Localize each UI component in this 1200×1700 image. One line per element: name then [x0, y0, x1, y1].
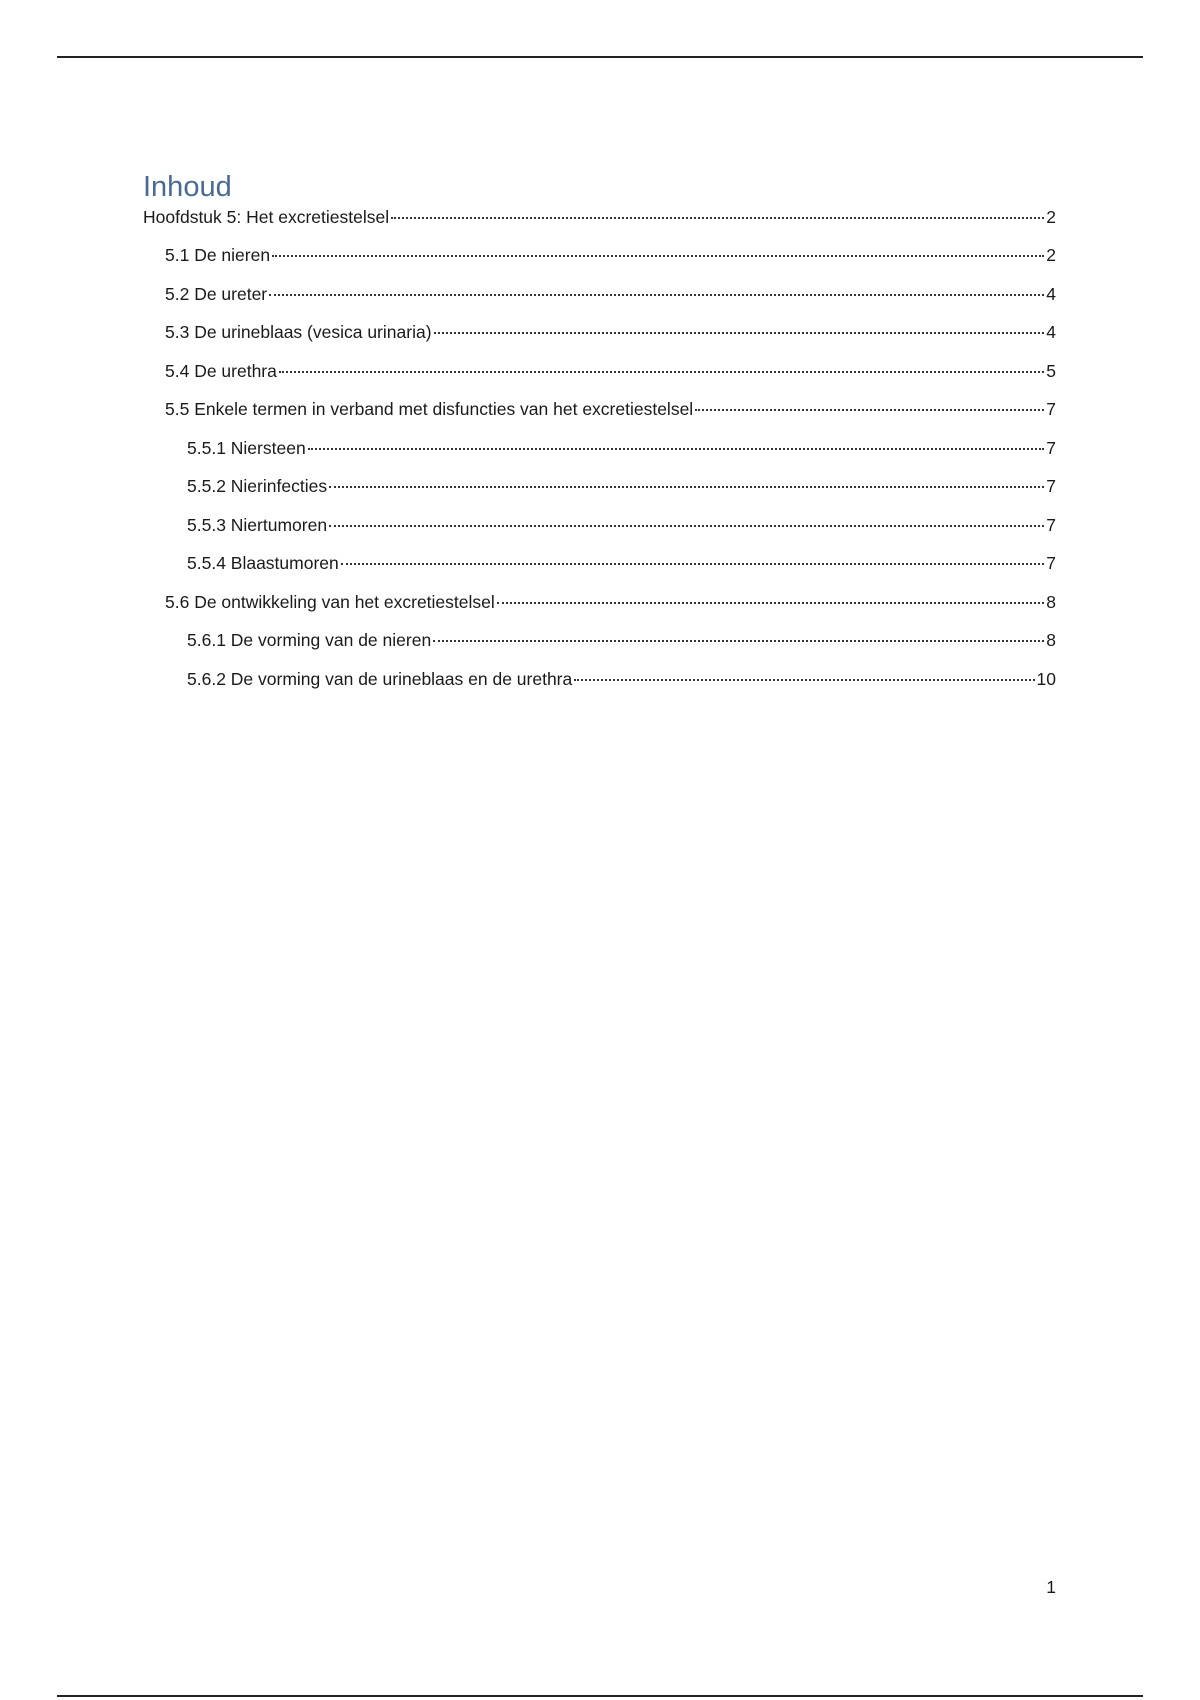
toc-entry-5-5-3[interactable]	[143, 514, 1056, 536]
toc-entry-chapter-5[interactable]	[143, 206, 1056, 228]
toc-leader-dots	[269, 294, 1044, 296]
toc-entry-page: 10	[1036, 669, 1056, 689]
toc-entry-label: 5.1 De nieren	[165, 245, 271, 265]
toc-leader-dots	[308, 448, 1045, 450]
toc-entry-label: 5.5.2 Nierinfecties	[187, 476, 328, 496]
toc-leader-dots	[329, 525, 1044, 527]
toc-leader-dots	[329, 486, 1044, 488]
page-number: 1	[1046, 1577, 1056, 1597]
toc-leader-dots	[574, 679, 1034, 681]
toc-entry-5-6-2[interactable]	[143, 668, 1056, 690]
toc-entry-page: 8	[1046, 630, 1056, 650]
toc-entry-page: 7	[1046, 515, 1056, 535]
toc-entry-5-6[interactable]	[143, 591, 1056, 613]
header-rule	[57, 56, 1143, 58]
toc-leader-dots	[341, 563, 1045, 565]
toc-entry-label: 5.6 De ontwikkeling van het excretiestelsel	[165, 592, 495, 612]
toc-entry-label: 5.2 De ureter	[165, 284, 268, 304]
toc-title: Inhoud	[143, 171, 232, 203]
toc-entry-label: 5.5.4 Blaastumoren	[187, 553, 339, 573]
toc-entry-label: 5.4 De urethra	[165, 361, 277, 381]
toc-leader-dots	[434, 332, 1045, 334]
toc-entry-5-6-1[interactable]	[143, 629, 1056, 651]
table-of-contents	[143, 168, 1056, 690]
toc-leader-dots	[695, 409, 1044, 411]
toc-entry-label: 5.3 De urineblaas (vesica urinaria)	[165, 322, 432, 342]
toc-entry-page: 4	[1046, 284, 1056, 304]
toc-leader-dots	[433, 640, 1044, 642]
footer-rule	[57, 1695, 1143, 1697]
toc-entry-5-4[interactable]	[143, 360, 1056, 382]
toc-entry-page: 7	[1046, 399, 1056, 419]
toc-entry-page: 2	[1046, 245, 1056, 265]
toc-entry-page: 7	[1046, 476, 1056, 496]
toc-entry-page: 7	[1046, 553, 1056, 573]
toc-entry-5-5-2[interactable]	[143, 475, 1056, 497]
toc-leader-dots	[391, 217, 1044, 219]
toc-entry-5-3[interactable]	[143, 321, 1056, 343]
toc-entry-page: 4	[1046, 322, 1056, 342]
toc-list	[143, 206, 1056, 690]
toc-entry-5-5-4[interactable]	[143, 552, 1056, 574]
toc-entry-page: 5	[1046, 361, 1056, 381]
toc-entry-label: 5.5.1 Niersteen	[187, 438, 306, 458]
toc-entry-label: 5.6.2 De vorming van de urineblaas en de urethra	[187, 669, 573, 689]
toc-entry-5-5[interactable]	[143, 398, 1056, 420]
toc-entry-label: 5.5 Enkele termen in verband met disfuncties van het excretiestelsel	[165, 399, 694, 419]
toc-leader-dots	[279, 371, 1044, 373]
toc-entry-page: 7	[1046, 438, 1056, 458]
toc-entry-label: 5.6.1 De vorming van de nieren	[187, 630, 432, 650]
toc-entry-page: 2	[1046, 207, 1056, 227]
toc-entry-label: 5.5.3 Niertumoren	[187, 515, 328, 535]
toc-entry-page: 8	[1046, 592, 1056, 612]
toc-entry-5-5-1[interactable]	[143, 437, 1056, 459]
toc-leader-dots	[272, 255, 1044, 257]
toc-entry-5-1[interactable]	[143, 244, 1056, 266]
toc-leader-dots	[497, 602, 1045, 604]
toc-entry-5-2[interactable]	[143, 283, 1056, 305]
toc-entry-label: Hoofdstuk 5: Het excretiestelsel	[143, 207, 390, 227]
